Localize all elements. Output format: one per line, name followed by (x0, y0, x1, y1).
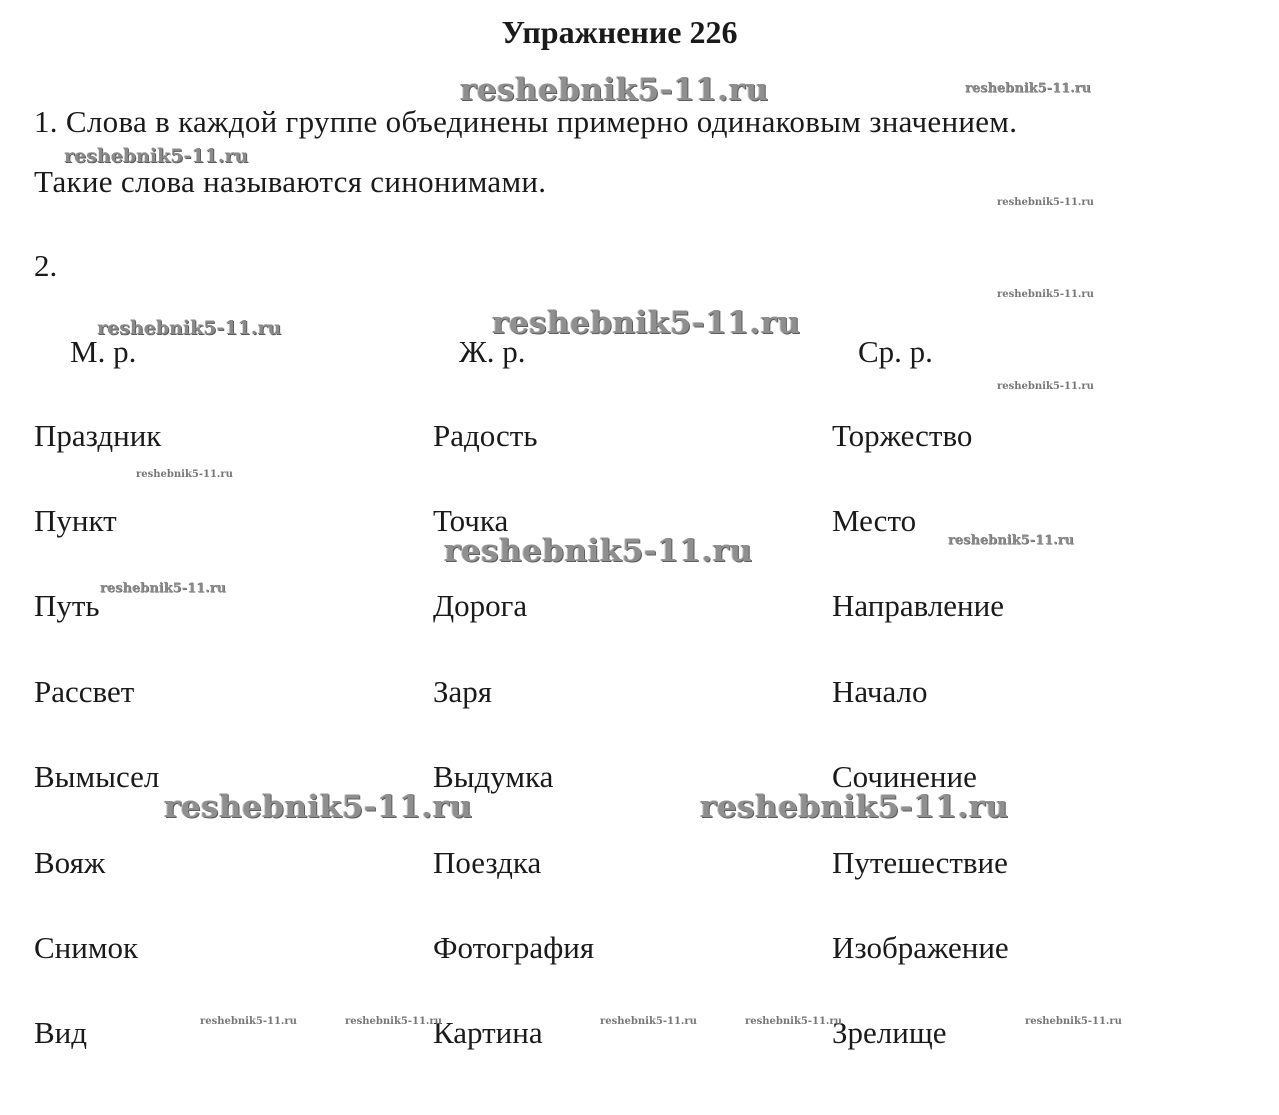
word-neuter: Сочинение (832, 759, 977, 794)
word-feminine: Выдумка (433, 759, 554, 794)
paragraph-1-line-1: 1. Слова в каждой группе объединены примерно одинаковым значением. (34, 104, 1018, 139)
watermark: reshebnik5-11.ru (164, 789, 473, 825)
table-row (0, 759, 1279, 799)
watermark: reshebnik5-11.ru (948, 533, 1075, 548)
table-row (0, 503, 1279, 543)
watermark: reshebnik5-11.ru (600, 1016, 697, 1027)
watermark: reshebnik5-11.ru (345, 1016, 442, 1027)
table-row (0, 845, 1279, 885)
watermark: reshebnik5-11.ru (997, 381, 1094, 392)
word-feminine: Радость (433, 418, 538, 453)
word-neuter: Путешествие (832, 845, 1008, 880)
word-feminine: Фотография (433, 930, 595, 965)
watermark: reshebnik5-11.ru (444, 533, 753, 569)
word-feminine: Точка (433, 503, 509, 538)
watermark: reshebnik5-11.ru (64, 145, 249, 167)
header-neuter: Ср. р. (858, 334, 933, 369)
table-row (0, 1015, 1279, 1055)
word-neuter: Изображение (832, 930, 1009, 965)
word-neuter: Направление (832, 588, 1004, 623)
watermark: reshebnik5-11.ru (700, 789, 1009, 825)
word-neuter: Зрелище (832, 1015, 947, 1050)
watermark: reshebnik5-11.ru (965, 81, 1092, 96)
watermark: reshebnik5-11.ru (136, 469, 233, 480)
header-masculine: М. р. (70, 334, 137, 369)
table-row (0, 674, 1279, 714)
word-masculine: Вид (34, 1015, 88, 1050)
section-2-label: 2. (34, 248, 58, 283)
word-feminine: Поездка (433, 845, 542, 880)
word-masculine: Вымысел (34, 759, 160, 794)
watermark: reshebnik5-11.ru (200, 1016, 297, 1027)
table-row (0, 418, 1279, 458)
table-row (0, 588, 1279, 628)
paragraph-1-line-2: Такие слова называются синонимами. (34, 164, 547, 199)
word-neuter: Торжество (832, 418, 973, 453)
header-feminine: Ж. р. (459, 334, 526, 369)
word-masculine: Путь (34, 588, 100, 623)
watermark: reshebnik5-11.ru (492, 305, 801, 341)
page-title: Упражнение 226 (501, 14, 738, 50)
word-feminine: Заря (433, 674, 493, 709)
watermark: reshebnik5-11.ru (745, 1016, 842, 1027)
word-feminine: Дорога (433, 588, 528, 623)
watermark: reshebnik5-11.ru (100, 581, 227, 596)
watermark: reshebnik5-11.ru (1025, 1016, 1122, 1027)
watermark: reshebnik5-11.ru (997, 289, 1094, 300)
word-masculine: Праздник (34, 418, 162, 453)
watermark: reshebnik5-11.ru (460, 72, 769, 108)
word-neuter: Начало (832, 674, 928, 709)
watermark: reshebnik5-11.ru (97, 317, 282, 339)
word-feminine: Картина (433, 1015, 543, 1050)
watermark: reshebnik5-11.ru (997, 197, 1094, 208)
table-row (0, 930, 1279, 970)
word-neuter: Место (832, 503, 917, 538)
word-masculine: Рассвет (34, 674, 135, 709)
word-masculine: Снимок (34, 930, 139, 965)
word-masculine: Вояж (34, 845, 106, 880)
word-masculine: Пункт (34, 503, 117, 538)
